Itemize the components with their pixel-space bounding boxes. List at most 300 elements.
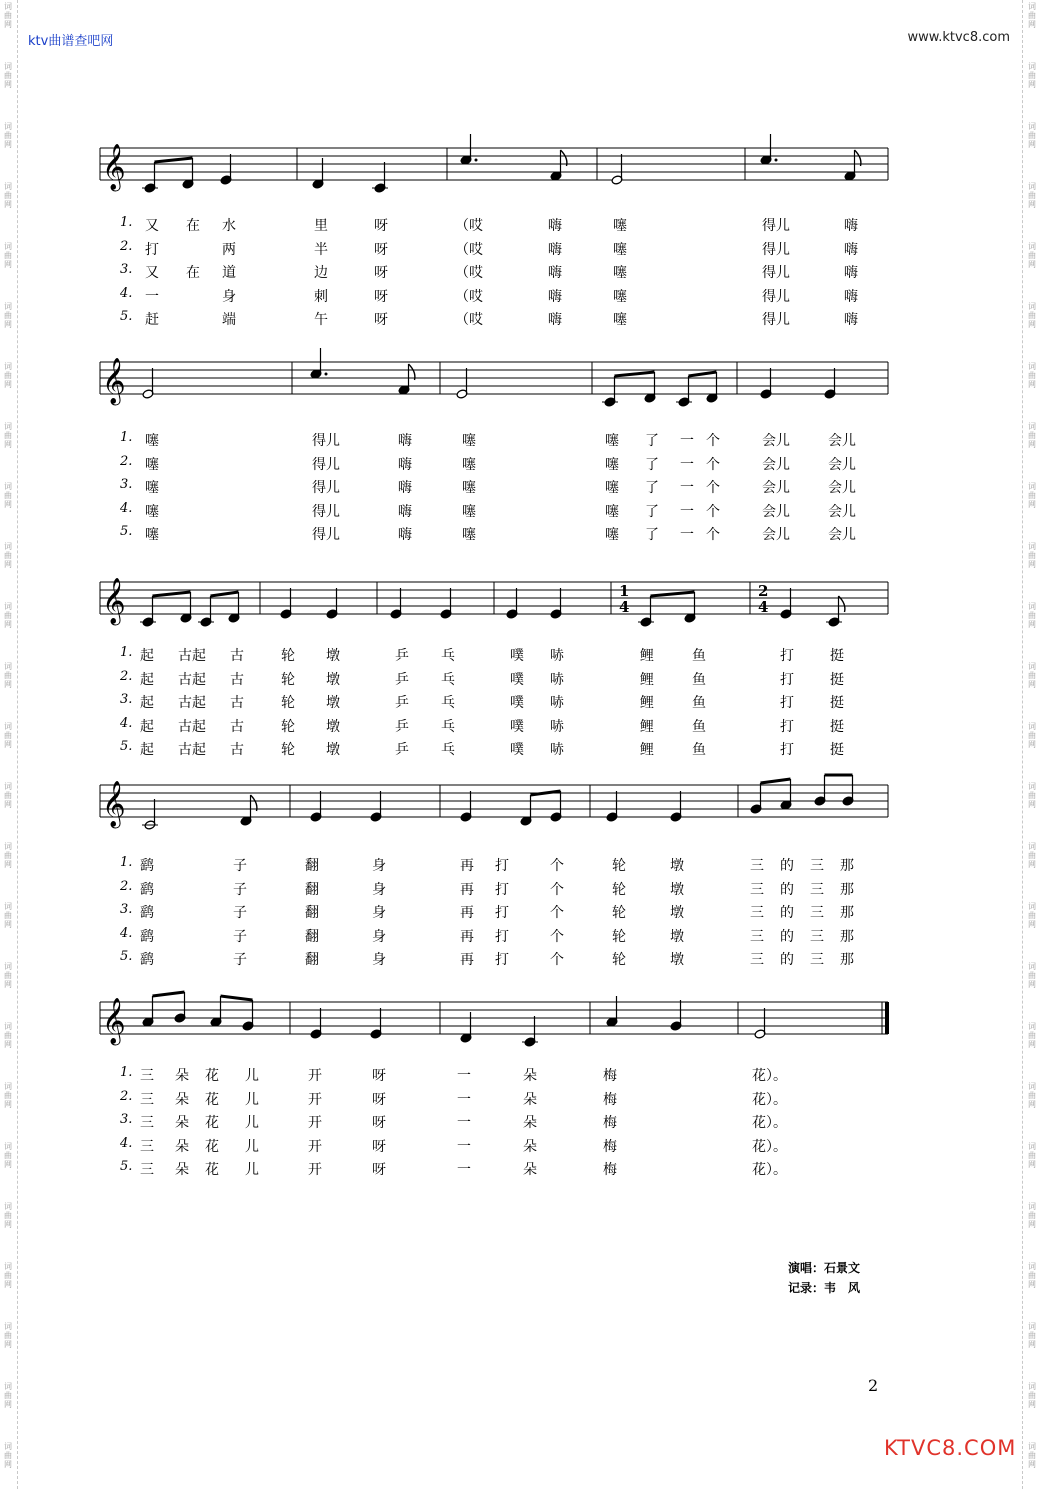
lyric-word: 起 [140,742,154,758]
watermark-text: 词 曲 网 [4,962,12,989]
lyric-word: 轮 [281,648,295,664]
lyric-word: 轮 [612,928,626,945]
note-beam [689,372,717,376]
lyric-word: 嗨 [548,265,562,281]
lyric-word: 乓 [441,695,455,711]
verse-number: 1. [120,855,133,870]
watermark-text: 词 曲 网 [4,242,12,269]
note-dot [325,373,328,376]
lyric-word: 子 [233,952,247,968]
watermark-text: 词 曲 网 [1028,2,1036,29]
lyric-word: 的 [780,928,794,945]
lyric-word: 梅 [603,1091,617,1108]
lyric-line [0,524,1040,546]
lyric-word: 墩 [670,858,684,874]
lyric-word: 起 [140,718,154,735]
lyric-word: 墩 [326,742,340,758]
watermark-text: 词 曲 网 [1028,482,1036,509]
lyric-word: 噗 [510,648,524,664]
verse-number: 2. [120,668,133,684]
lyric-word: 轮 [281,671,295,688]
watermark-text: 词 曲 网 [1028,662,1036,689]
lyric-word: 梅 [603,1162,617,1178]
watermark-text: 词 曲 网 [4,722,12,749]
lyric-word: 墩 [326,648,340,664]
treble-clef-icon: 𝄞 [102,781,126,827]
lyric-word: 挺 [830,695,844,711]
lyric-word: 轮 [612,881,626,898]
watermark-text: 词 曲 网 [4,1202,12,1229]
lyric-word: 乓 [441,718,455,735]
time-signature-top: 2 [758,582,769,600]
lyric-word: 噻 [462,456,476,473]
lyric-word: 开 [308,1162,322,1178]
lyric-word: 嗨 [844,241,858,258]
recorder-label: 记录： [788,1281,825,1295]
lyric-word: 古 [230,648,244,664]
verse-number: 1. [120,645,133,660]
lyric-word: 开 [308,1115,322,1131]
lyric-word: 朵 [175,1091,189,1108]
lyric-word: 又 [145,265,159,281]
lyric-word: 朵 [523,1091,537,1108]
verse-number: 4. [120,285,133,301]
lyric-word: 呀 [374,265,388,281]
lyric-word: 开 [308,1138,322,1155]
lyric-word: 个 [706,503,720,520]
lyric-word: 那 [840,858,854,874]
lyric-word: 鹞 [140,928,154,945]
staff-svg [0,128,1040,208]
lyric-line [0,855,1040,877]
lyric-word: 儿 [245,1138,259,1155]
lyric-word: 噻 [462,480,476,496]
lyric-word: 轮 [281,742,295,758]
watermark-text: 词 曲 网 [4,1262,12,1289]
verse-number: 3. [120,262,133,277]
lyric-word: 打 [495,952,509,968]
lyric-word: 墩 [670,928,684,945]
lyric-word: 朵 [523,1162,537,1178]
lyric-word: 嗨 [548,218,562,234]
music-system [0,765,1040,845]
site-name: ktv曲谱查吧网 [28,34,114,49]
lyric-word: （哎 [455,265,483,281]
lyric-word: 身 [372,952,386,968]
note-beam [153,992,185,996]
note-beam [221,996,253,1000]
lyric-word: 打 [495,928,509,945]
lyric-word: 会儿 [762,456,790,473]
watermark-text: 词 曲 网 [4,2,12,29]
lyric-word: 轮 [612,858,626,874]
lyric-word: 打 [495,881,509,898]
lyric-word: 轮 [281,718,295,735]
lyric-word: 噻 [462,527,476,543]
lyric-word: 翻 [305,952,319,968]
watermark-text: 词 曲 网 [4,1142,12,1169]
lyric-word: 打 [780,718,794,735]
verse-number: 4. [120,1135,133,1151]
lyric-word: 呀 [372,1162,386,1178]
lyric-word: 一 [680,480,694,496]
lyric-word: 噻 [462,433,476,449]
verse-number: 4. [120,500,133,516]
lyric-word: 三 [750,928,764,945]
lyric-word: 一 [457,1115,471,1131]
lyric-word: 得儿 [312,503,340,520]
lyric-word: 三 [750,881,764,898]
lyric-word: 鹞 [140,905,154,921]
lyric-line [0,1136,1040,1158]
lyric-word: 呀 [374,288,388,305]
lyric-word: 嗨 [844,218,858,234]
watermark-text: 词 曲 网 [4,842,12,869]
lyric-line [0,454,1040,476]
ktvc8-logo: KTVC8.COM [884,1436,1017,1460]
lyric-word: 乓 [441,648,455,664]
lyric-word: 墩 [670,952,684,968]
watermark-text: 词 曲 网 [1028,842,1036,869]
lyric-word: 半 [314,241,328,258]
lyric-word: 噻 [605,480,619,496]
lyric-word: 会儿 [828,527,856,543]
treble-clef-icon: 𝄞 [102,578,126,624]
verse-number: 5. [120,949,133,964]
lyric-word: 噻 [605,503,619,520]
lyric-word: 花）。 [752,1138,787,1155]
watermark-text: 词 曲 网 [1028,182,1036,209]
lyric-line [0,1065,1040,1087]
watermark-text: 词 曲 网 [1028,422,1036,449]
lyric-word: 花）。 [752,1068,787,1084]
lyric-word: 墩 [326,695,340,711]
lyric-word: 三 [810,858,824,874]
watermark-text: 词 曲 网 [1028,122,1036,149]
lyric-word: 得儿 [312,480,340,496]
lyric-word: 噻 [613,265,627,281]
lyric-line [0,669,1040,691]
lyric-word: 古起 [178,695,206,711]
lyric-line [0,501,1040,523]
watermark-text: 词 曲 网 [4,902,12,929]
lyric-word: 一 [457,1138,471,1155]
watermark-text: 词 曲 网 [1028,62,1036,89]
lyric-word: （哎 [455,241,483,258]
lyric-word: 三 [810,952,824,968]
lyric-word: 挺 [830,648,844,664]
lyric-word: 三 [810,881,824,898]
lyric-word: 鲤 [640,648,654,664]
lyric-word: 噗 [510,671,524,688]
watermark-text: 词 曲 网 [4,1382,12,1409]
lyric-word: 噻 [605,456,619,473]
lyric-word: 那 [840,952,854,968]
lyric-word: 呀 [374,241,388,258]
lyric-word: 挺 [830,742,844,758]
lyric-word: 墩 [326,718,340,735]
verse-number: 3. [120,692,133,707]
lyric-word: 水 [222,218,236,234]
lyric-word: 鱼 [692,742,706,758]
lyric-word: 个 [550,952,564,968]
watermark-text: 词 曲 网 [1028,1262,1036,1289]
note-beam [531,791,561,795]
watermark-text: 词 曲 网 [4,782,12,809]
lyric-word: 墩 [670,881,684,898]
lyric-word: 噻 [462,503,476,520]
verse-number: 4. [120,925,133,941]
lyric-word: 三 [750,858,764,874]
lyric-word: 那 [840,905,854,921]
watermark-text: 词 曲 网 [4,1442,12,1469]
lyric-word: 身 [222,288,236,305]
lyric-word: 噻 [145,456,159,473]
lyric-word: 乒 [395,671,409,688]
lyric-word: 嗨 [398,503,412,520]
lyric-word: 一 [680,527,694,543]
lyric-word: 个 [706,433,720,449]
lyric-word: 轮 [612,905,626,921]
lyric-word: 了 [645,503,659,520]
lyric-word: 三 [140,1162,154,1178]
lyric-word: 会儿 [828,456,856,473]
verse-number: 3. [120,477,133,492]
lyric-word: 嗨 [844,265,858,281]
lyric-word: 了 [645,480,659,496]
lyric-word: 儿 [245,1115,259,1131]
lyric-word: 三 [750,952,764,968]
watermark-text: 词 曲 网 [1028,1322,1036,1349]
lyric-word: 鲤 [640,695,654,711]
lyric-word: 个 [550,928,564,945]
lyric-word: 鹞 [140,952,154,968]
lyric-word: 古 [230,718,244,735]
lyric-line [0,286,1040,308]
lyric-word: 个 [550,881,564,898]
lyric-word: 一 [680,456,694,473]
lyric-word: 的 [780,881,794,898]
lyric-line [0,309,1040,331]
lyric-word: 儿 [245,1091,259,1108]
lyric-word: 乒 [395,695,409,711]
lyric-word: 噻 [145,527,159,543]
lyric-word: 梅 [603,1068,617,1084]
lyric-word: 三 [140,1115,154,1131]
lyric-word: 道 [222,265,236,281]
lyric-line [0,692,1040,714]
lyric-word: 里 [314,218,328,234]
verse-number: 1. [120,1065,133,1080]
verse-number: 3. [120,902,133,917]
lyric-word: 古起 [178,718,206,735]
watermark-text: 词 曲 网 [1028,1442,1036,1469]
lyric-word: 得儿 [762,265,790,281]
lyric-word: 鱼 [692,718,706,735]
note-dot [775,159,778,162]
lyric-word: 了 [645,433,659,449]
lyric-word: 打 [780,695,794,711]
lyric-word: 嗨 [844,288,858,305]
lyric-line [0,739,1040,761]
treble-clef-icon: 𝄞 [102,358,126,404]
lyric-word: 噗 [510,695,524,711]
watermark-text: 词 曲 网 [1028,962,1036,989]
note-beam [211,592,239,596]
lyric-word: 墩 [670,905,684,921]
lyric-word: 三 [140,1068,154,1084]
lyric-word: 嗨 [398,480,412,496]
lyric-word: 哧 [550,695,564,711]
lyric-word: 嗨 [398,527,412,543]
lyric-word: 的 [780,952,794,968]
lyric-word: 个 [550,905,564,921]
lyric-word: 噻 [605,527,619,543]
lyric-word: 呀 [374,218,388,234]
lyric-word: 了 [645,527,659,543]
lyric-word: 三 [810,905,824,921]
lyric-word: 一 [680,503,694,520]
note-dot [475,159,478,162]
watermark-text: 词 曲 网 [4,482,12,509]
watermark-text: 词 曲 网 [4,662,12,689]
lyric-word: 噗 [510,742,524,758]
lyric-word: 鲤 [640,671,654,688]
lyric-word: 呀 [372,1068,386,1084]
verse-number: 2. [120,238,133,254]
lyric-word: 乒 [395,718,409,735]
lyric-word: 噻 [145,433,159,449]
lyric-word: 打 [495,905,509,921]
note-beam [615,372,655,376]
lyric-line [0,879,1040,901]
lyric-word: 古 [230,671,244,688]
lyric-word: 乒 [395,648,409,664]
lyric-word: 三 [810,928,824,945]
watermark-text: 词 曲 网 [4,122,12,149]
time-signature-bottom: 4 [619,598,630,616]
lyric-word: 朵 [523,1115,537,1131]
lyric-word: 哧 [550,648,564,664]
lyric-line [0,1112,1040,1134]
verse-number: 1. [120,430,133,445]
lyric-word: 再 [460,881,474,898]
lyric-line [0,430,1040,452]
lyric-word: 那 [840,928,854,945]
lyric-word: 朵 [523,1138,537,1155]
lyric-line [0,1089,1040,1111]
watermark-text: 词 曲 网 [1028,242,1036,269]
watermark-text: 词 曲 网 [4,1322,12,1349]
lyric-word: 嗨 [398,456,412,473]
lyric-word: 会儿 [828,503,856,520]
lyric-word: 花）。 [752,1115,787,1131]
lyric-word: 花 [205,1115,219,1131]
lyric-word: 会儿 [762,480,790,496]
lyric-word: 得儿 [762,312,790,328]
lyric-line [0,262,1040,284]
lyric-word: 两 [222,241,236,258]
lyric-word: 边 [314,265,328,281]
lyric-line [0,716,1040,738]
lyric-word: 子 [233,858,247,874]
lyric-word: 得儿 [762,288,790,305]
lyric-word: 鲤 [640,718,654,735]
watermark-text: 词 曲 网 [4,362,12,389]
lyric-line [0,949,1040,971]
lyric-word: 个 [706,527,720,543]
lyric-word: 端 [222,312,236,328]
lyric-word: 会儿 [828,433,856,449]
lyric-word: 鹞 [140,858,154,874]
lyric-word: 会儿 [762,527,790,543]
lyric-word: 翻 [305,858,319,874]
lyric-word: 起 [140,648,154,664]
watermark-text: 词 曲 网 [4,422,12,449]
watermark-text: 词 曲 网 [1028,1382,1036,1409]
watermark-text: 词 曲 网 [4,62,12,89]
verse-number: 5. [120,1159,133,1174]
watermark-text: 词 曲 网 [1028,1082,1036,1109]
lyric-word: 打 [780,742,794,758]
lyric-word: 子 [233,905,247,921]
recorder-name: 韦 风 [824,1281,861,1295]
lyric-word: 嗨 [398,433,412,449]
lyric-word: 花 [205,1068,219,1084]
lyric-word: 得儿 [312,433,340,449]
watermark-text: 词 曲 网 [1028,722,1036,749]
lyric-word: 起 [140,671,154,688]
lyric-word: 呀 [372,1115,386,1131]
note-beam [651,592,695,596]
page-number: 2 [868,1376,879,1395]
lyric-word: 三 [140,1138,154,1155]
watermark-text: 词 曲 网 [4,1082,12,1109]
music-system [0,562,1040,642]
lyric-line [0,215,1040,237]
lyric-word: 得儿 [762,241,790,258]
lyric-word: 的 [780,858,794,874]
lyric-word: 噻 [145,503,159,520]
lyric-word: 一 [457,1091,471,1108]
lyric-word: 翻 [305,881,319,898]
lyric-word: 花）。 [752,1091,787,1108]
lyric-word: 一 [680,433,694,449]
lyric-word: 鱼 [692,648,706,664]
lyric-word: 身 [372,905,386,921]
lyric-word: 花 [205,1162,219,1178]
watermark-text: 词 曲 网 [1028,782,1036,809]
verse-number: 2. [120,1088,133,1104]
lyric-word: 赶 [145,312,159,328]
lyric-word: 得儿 [312,527,340,543]
lyric-word: 再 [460,858,474,874]
lyric-word: 再 [460,952,474,968]
lyric-word: 噻 [613,312,627,328]
lyric-word: 了 [645,456,659,473]
lyric-word: 开 [308,1091,322,1108]
lyric-word: 会儿 [762,433,790,449]
verse-number: 4. [120,715,133,731]
lyric-word: 开 [308,1068,322,1084]
lyric-word: （哎 [455,312,483,328]
lyric-word: 嗨 [548,288,562,305]
lyric-word: 子 [233,881,247,898]
watermark-text: 词 曲 网 [1028,362,1036,389]
watermark-text: 词 曲 网 [4,542,12,569]
lyric-word: 哧 [550,718,564,735]
lyric-word: 再 [460,905,474,921]
